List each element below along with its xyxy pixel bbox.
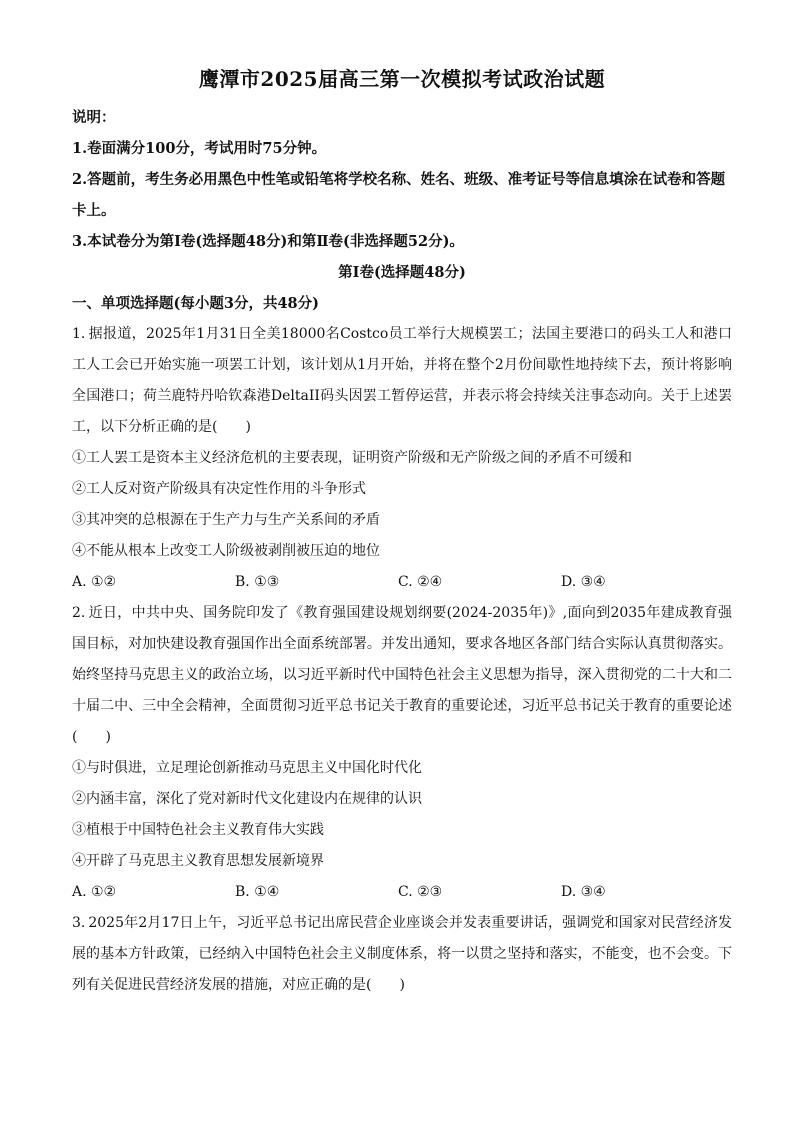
question-stem bbox=[72, 598, 732, 753]
note-line-1: 1.卷面满分100分，考试用时75分钟。 bbox=[72, 140, 327, 157]
question-1 bbox=[72, 319, 732, 598]
question-stem bbox=[72, 908, 732, 1001]
note-line-2: 2.答题前，考生务必用黑色中性笔或铅笔将学校名称、姓名、班级、准考证号等信息填涂在试卷和答题卡上。 bbox=[72, 171, 726, 219]
choice-d: D. ③④ bbox=[561, 884, 606, 900]
answer-choices bbox=[72, 567, 732, 598]
statement-item: ②内涵丰富，深化了党对新时代文化建设内在规律的认识 bbox=[72, 791, 422, 807]
section-one-title: 一、单项选择题(每小题3分，共48分) bbox=[72, 295, 319, 312]
choice-c: C. ②③ bbox=[398, 884, 443, 900]
choice-a: A. ①② bbox=[72, 884, 117, 900]
question-number: 1. bbox=[72, 326, 86, 342]
question-2 bbox=[72, 598, 732, 908]
part-one-title: 第Ⅰ卷(选择题48分) bbox=[338, 264, 466, 281]
question-stem bbox=[72, 319, 732, 443]
exam-page bbox=[72, 62, 732, 1001]
question-3 bbox=[72, 908, 732, 1001]
statement-item: ③其冲突的总根源在于生产力与生产关系间的矛盾 bbox=[72, 512, 380, 528]
statement-item: ④开辟了马克思主义教育思想发展新境界 bbox=[72, 853, 324, 869]
question-text: 近日，中共中央、国务院印发了《教育强国建设规划纲要(2024-2035年)》,面向到2035年建成教育强国目标，对加快建设教育强国作出全面系统部署。并发出通知，要求各地区各部门结合实际认真贯彻落实。始终坚持马克思主义的政治立场，以习近平新时代中国特色社会主义思想为指导，深入贯彻党的二十大和二十届二中、三中全会精神，全面贯彻习近平总书记关于教育的重要论述，习近平总书记关于教育的重要论述( ) bbox=[72, 605, 732, 745]
question-number: 2. bbox=[72, 605, 86, 621]
question-text: 据报道，2025年1月31日全美18000名Costco员工举行大规模罢工；法国主要港口的码头工人和港口工人工会已开始实施一项罢工计划，该计划从1月开始，并将在整个2月份间歇性地持续下去，预计将影响全国港口；荷兰鹿特丹哈钦森港DeltaII码头因罢工暂停运营，并表示将会持续关注事态动向。关于上述罢工，以下分析正确的是( ) bbox=[72, 326, 732, 435]
statement-item: ①与时俱进，立足理论创新推动马克思主义中国化时代化 bbox=[72, 760, 422, 776]
choice-a: A. ①② bbox=[72, 574, 117, 590]
question-number: 3. bbox=[72, 915, 86, 931]
question-text: 2025年2月17日上午，习近平总书记出席民营企业座谈会并发表重要讲话，强调党和国家对民营经济发展的基本方针政策，已经纳入中国特色社会主义制度体系，将一以贯之坚持和落实，不能变，也不会变。下列有关促进民营经济发展的措施，对应正确的是( ) bbox=[72, 915, 732, 993]
choice-b: B. ①④ bbox=[235, 884, 280, 900]
choice-d: D. ③④ bbox=[561, 574, 606, 590]
statement-item: ③植根于中国特色社会主义教育伟大实践 bbox=[72, 822, 324, 838]
note-line-3: 3.本试卷分为第Ⅰ卷(选择题48分)和第Ⅱ卷(非选择题52分)。 bbox=[72, 233, 464, 250]
notes-label: 说明： bbox=[72, 109, 116, 126]
statement-item: ②工人反对资产阶级具有决定性作用的斗争形式 bbox=[72, 481, 366, 497]
statement-item: ④不能从根本上改变工人阶级被剥削被压迫的地位 bbox=[72, 543, 380, 559]
choice-b: B. ①③ bbox=[235, 574, 280, 590]
statement-item: ①工人罢工是资本主义经济危机的主要表现，证明资产阶级和无产阶级之间的矛盾不可缓和 bbox=[72, 450, 632, 466]
page-title: 鹰潭市2025届高三第一次模拟考试政治试题 bbox=[198, 67, 606, 91]
answer-choices bbox=[72, 877, 732, 908]
choice-c: C. ②④ bbox=[398, 574, 443, 590]
